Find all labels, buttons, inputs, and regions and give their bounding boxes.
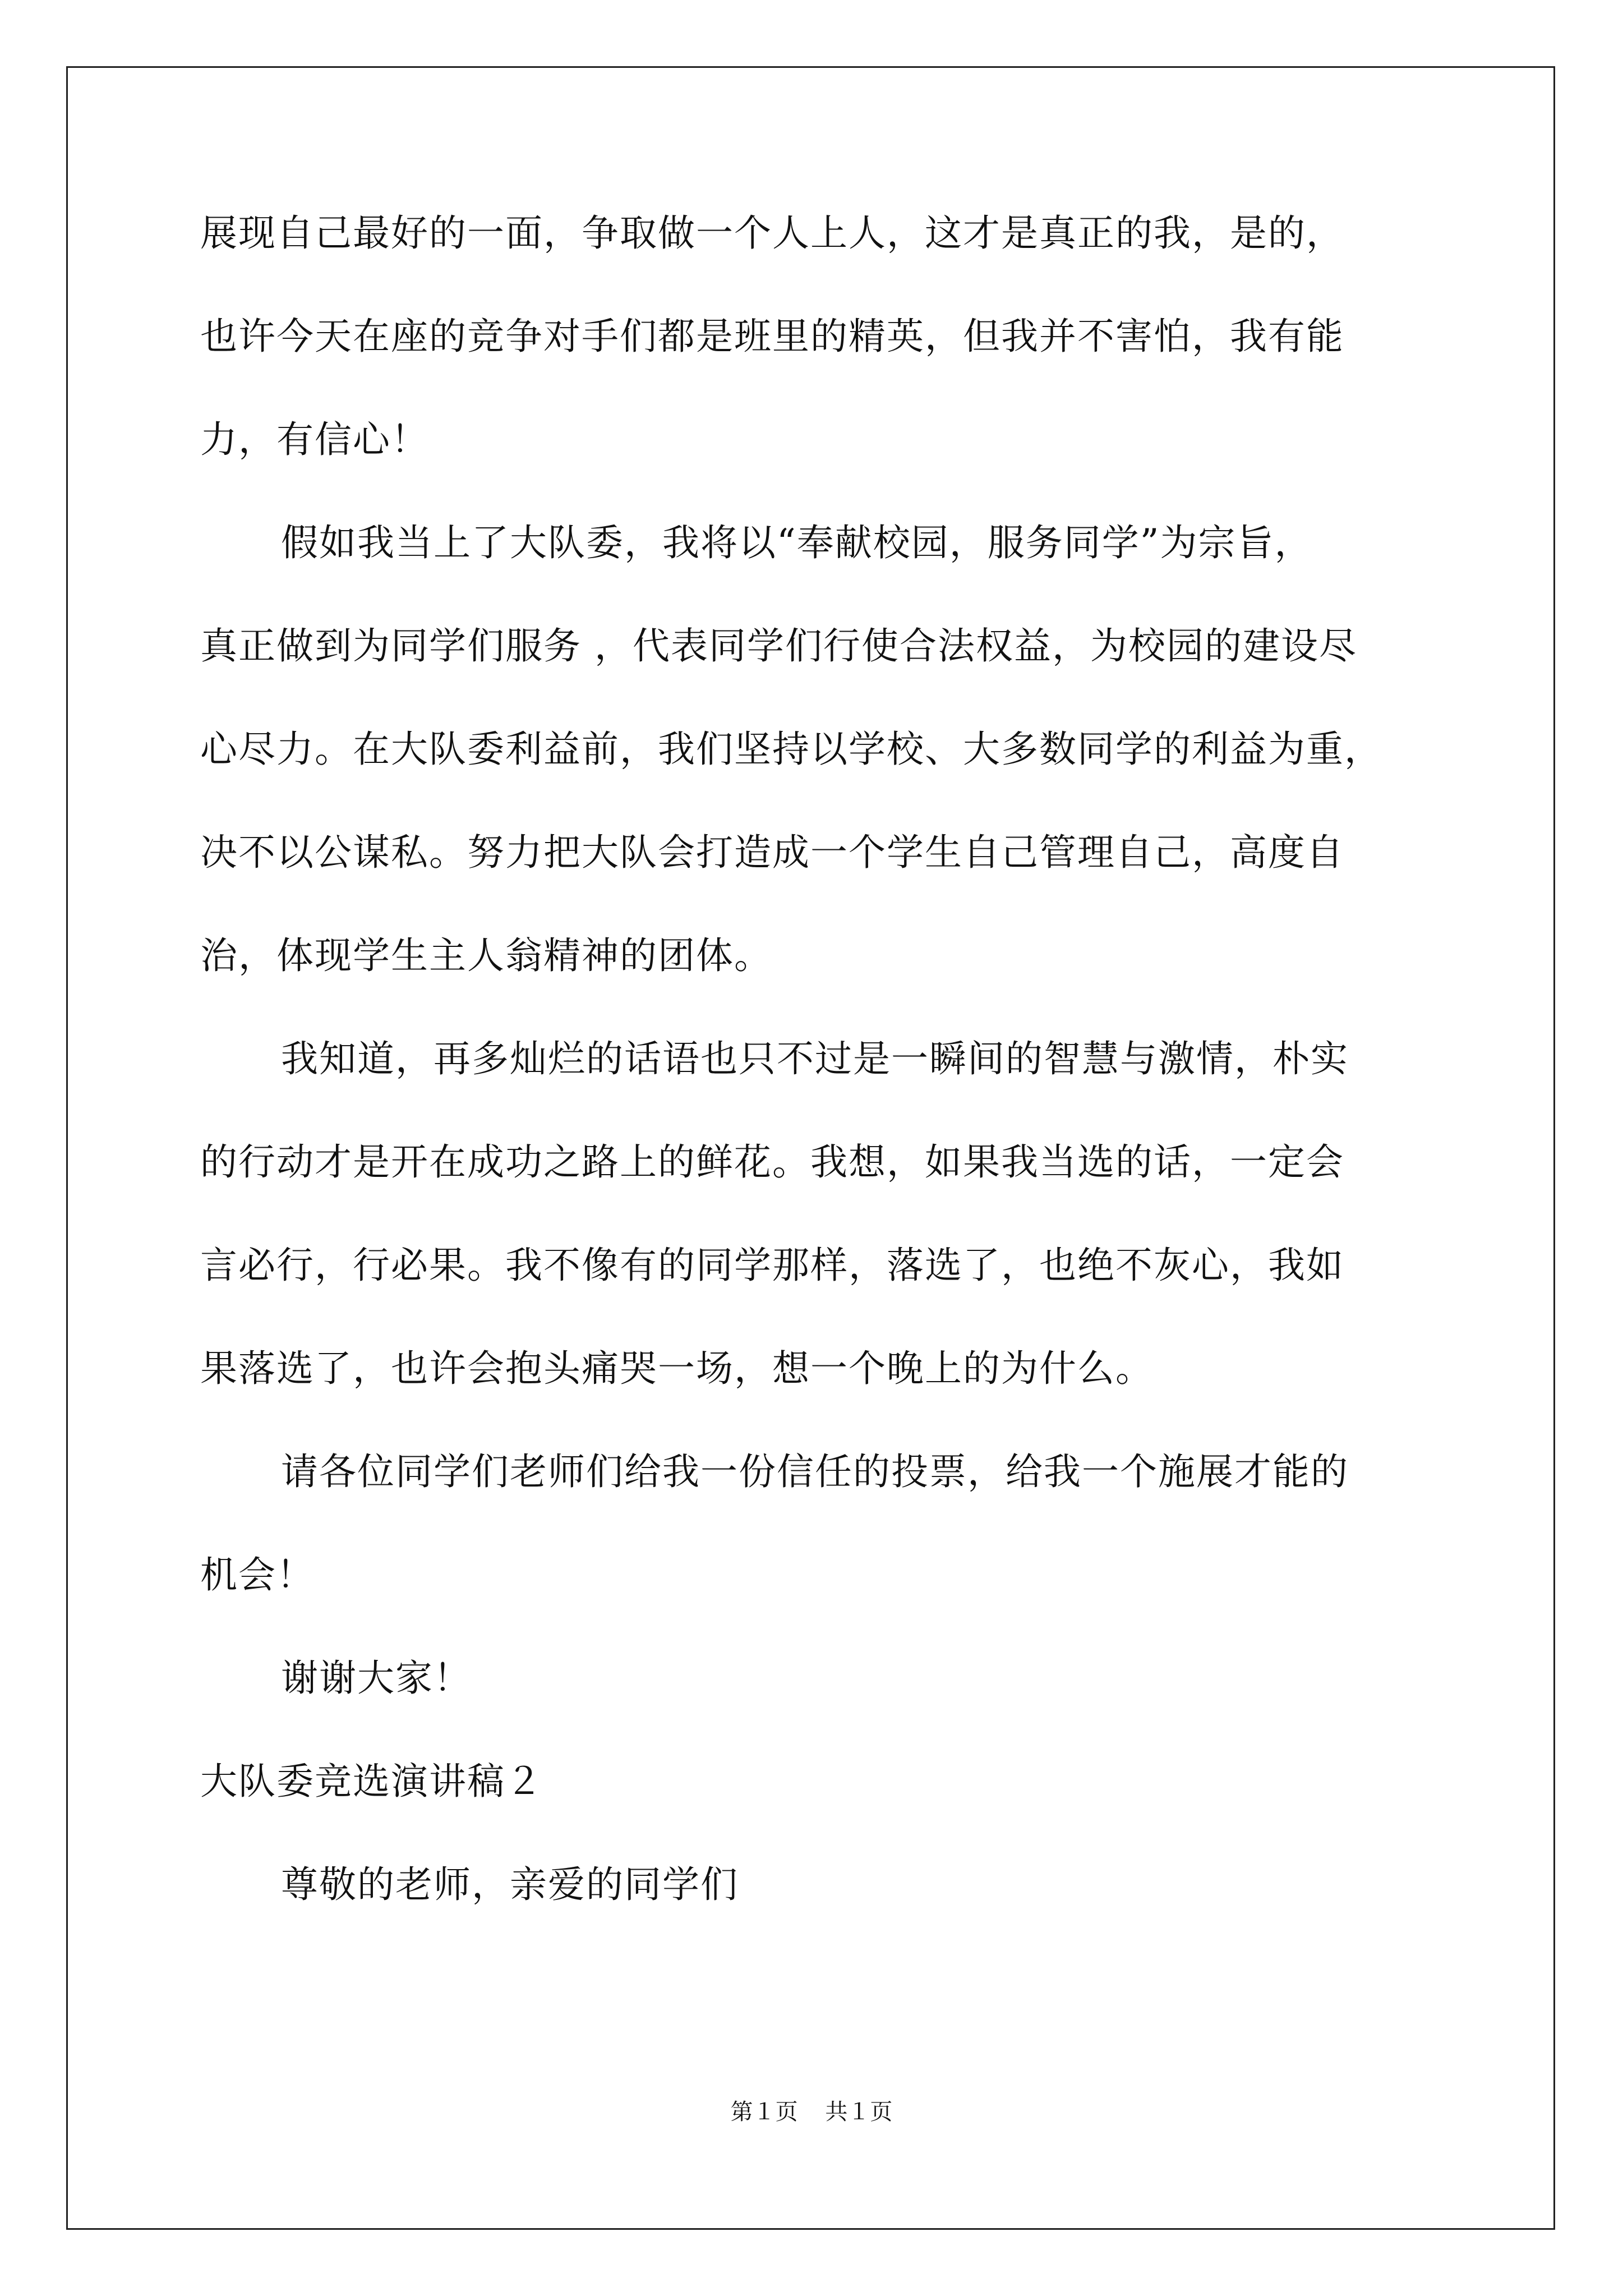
- text-line: 也许今天在座的竞争对手们都是班里的精英，但我并不害怕，我有能: [200, 315, 1344, 358]
- paragraph-start: 我知道，再多灿烂的话语也只不过是一瞬间的智慧与激情，朴实: [281, 1037, 1349, 1080]
- text-line: 展现自己最好的一面，争取做一个人上人，这才是真正的我，是的，: [200, 211, 1344, 255]
- section-title: 大队委竞选演讲稿２: [200, 1760, 543, 1803]
- text-line: 治，体现学生主人翁精神的团体。: [200, 934, 772, 977]
- paragraph-start: 请各位同学们老师们给我一份信任的投票，给我一个施展才能的: [281, 1450, 1349, 1493]
- page-footer: [0, 2098, 1623, 2126]
- text-line: 决不以公谋私。努力把大队会打造成一个学生自己管理自己，高度自: [200, 831, 1344, 874]
- paragraph-start: 谢谢大家！: [281, 1657, 472, 1700]
- text-line: 真正做到为同学们服务 ，代表同学们行使合法权益，为校园的建设尽: [200, 624, 1357, 668]
- text-line: 机会！: [200, 1553, 315, 1596]
- salutation: 尊敬的老师，亲爱的同学们: [281, 1863, 739, 1906]
- text-line: 言必行，行必果。我不像有的同学那样，落选了，也绝不灰心，我如: [200, 1244, 1344, 1287]
- page-number: 第１页: [730, 2099, 798, 2125]
- paragraph-start: 假如我当上了大队委，我将以“奉献校园，服务同学”为宗旨，: [281, 521, 1313, 564]
- document-body: [200, 208, 1434, 1911]
- text-line: 心尽力。在大队委利益前，我们坚持以学校、大多数同学的利益为重，: [200, 728, 1382, 771]
- page-total: 共１页: [825, 2099, 893, 2125]
- text-line: 果落选了，也许会抱头痛哭一场，想一个晚上的为什么。: [200, 1347, 1154, 1390]
- text-line: 力，有信心！: [200, 418, 429, 461]
- text-line: 的行动才是开在成功之路上的鲜花。我想，如果我当选的话，一定会: [200, 1140, 1344, 1184]
